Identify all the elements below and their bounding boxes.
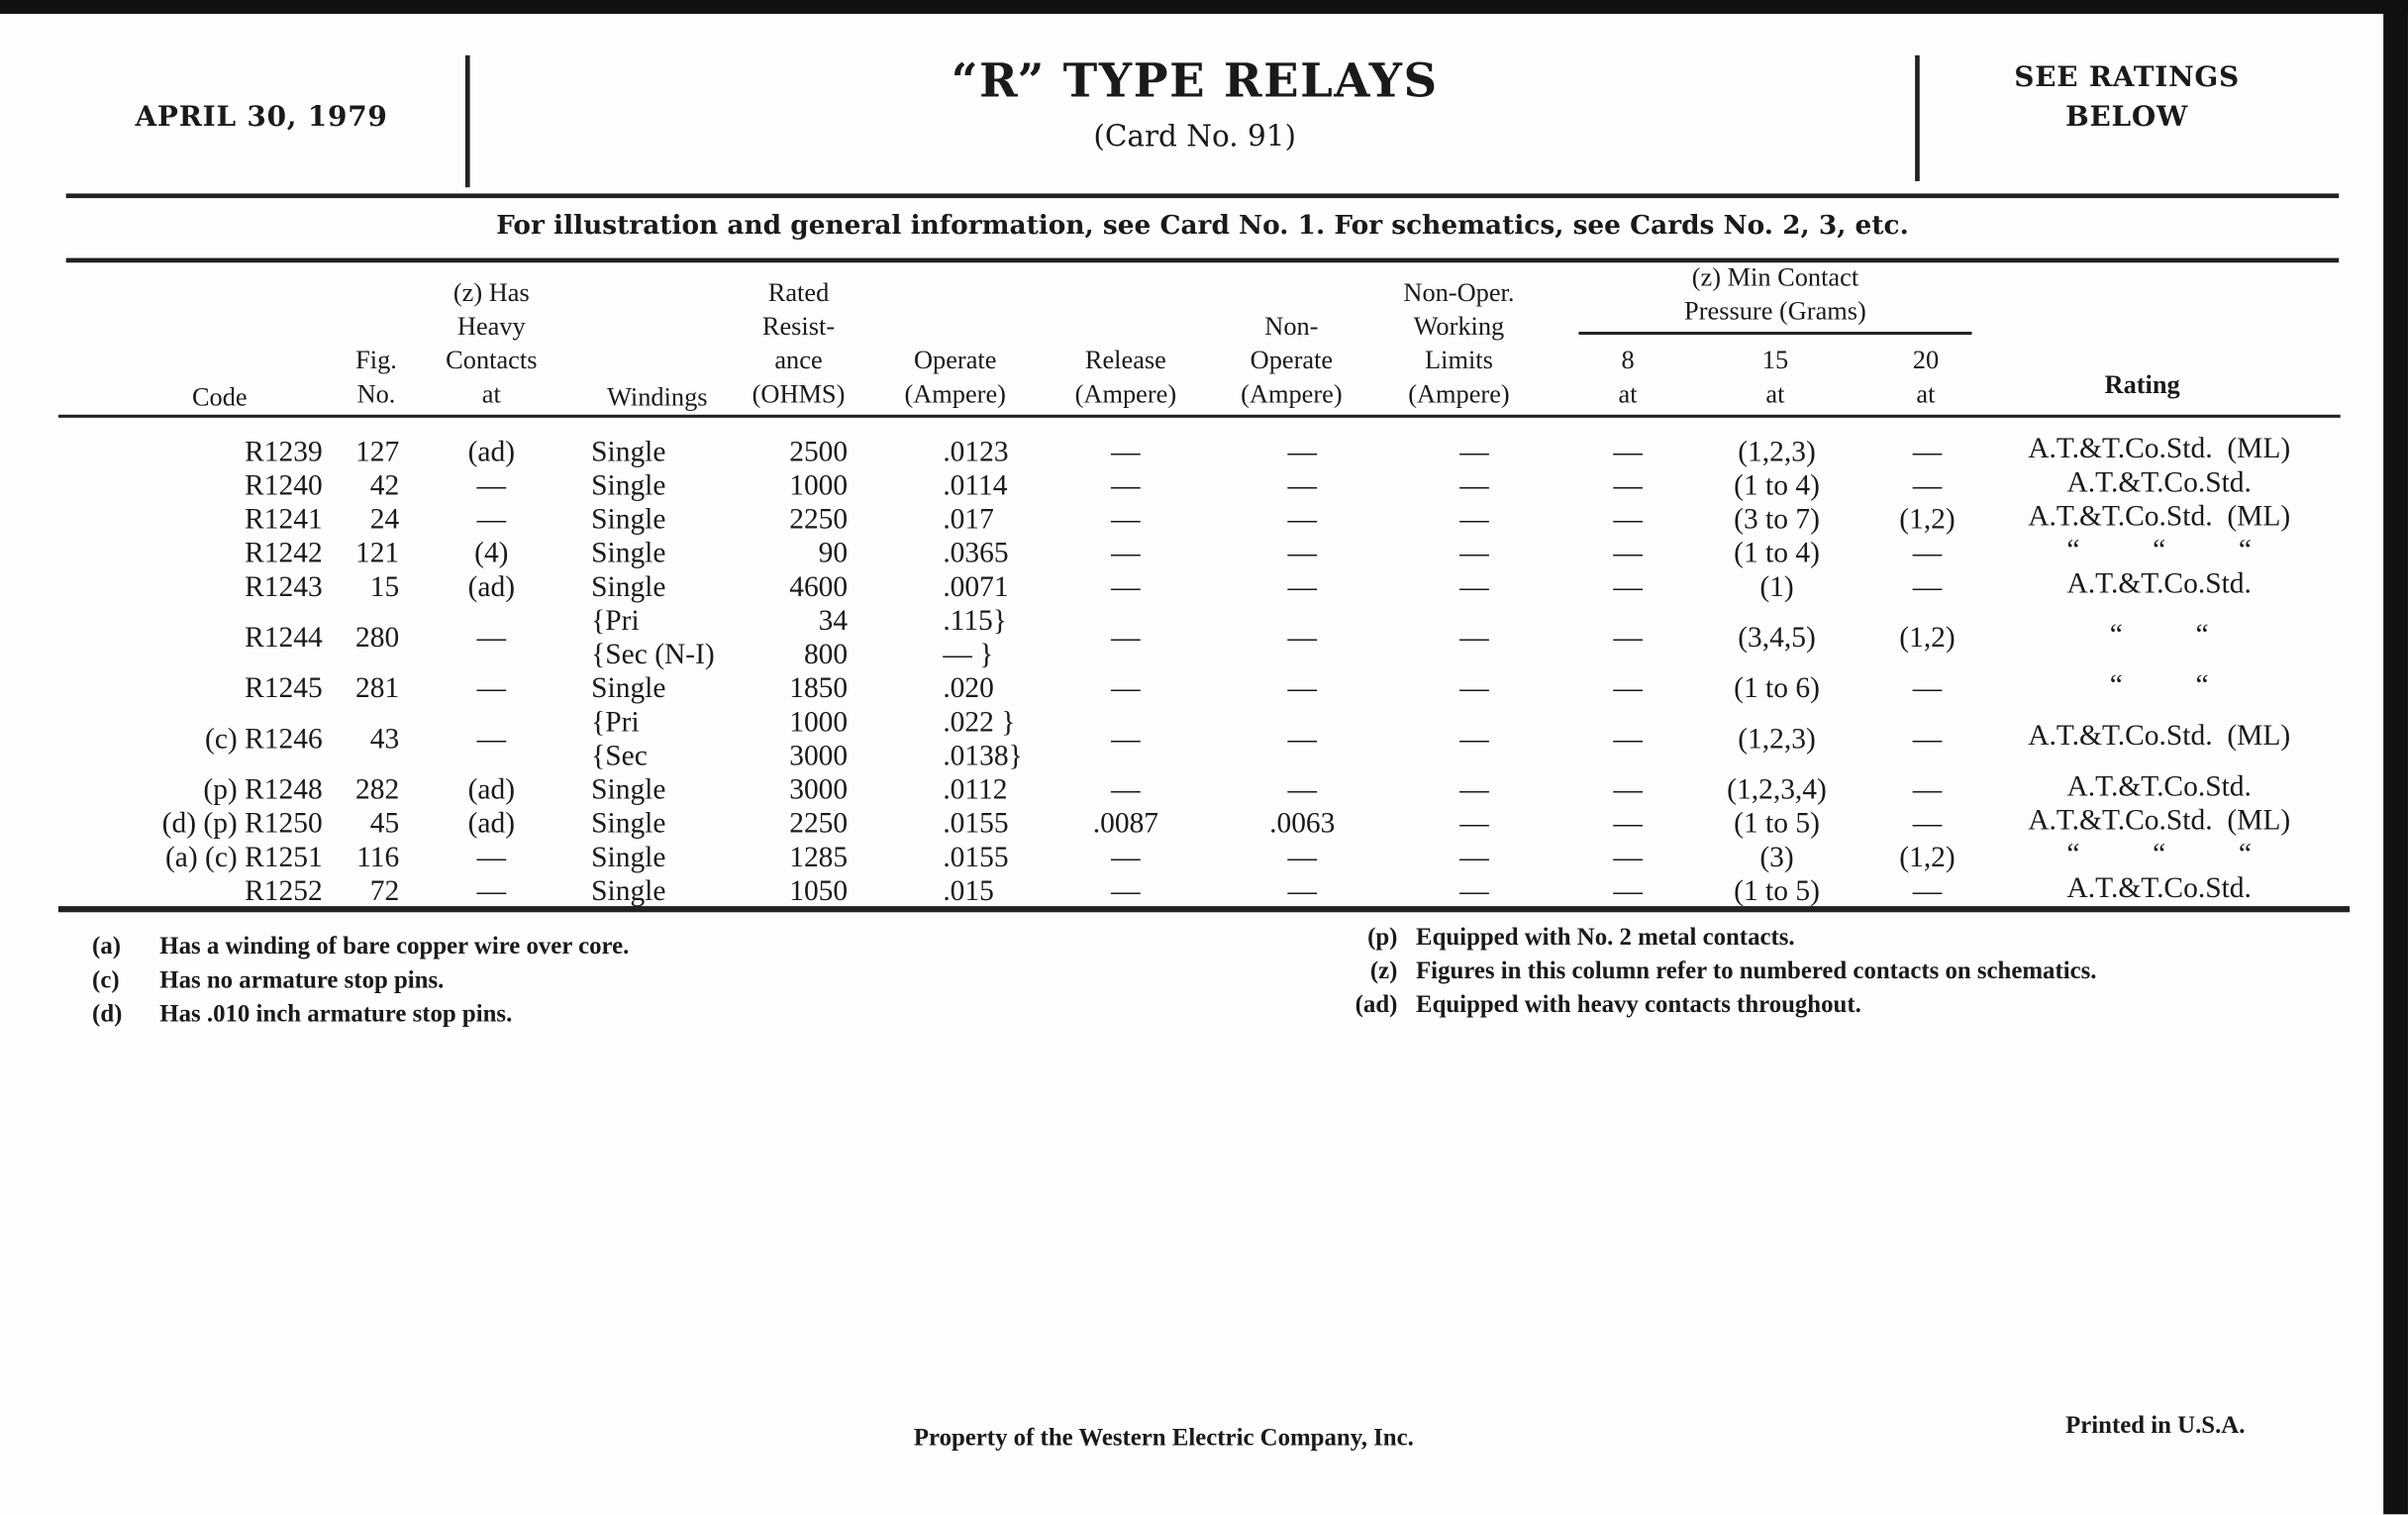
- operate-current: .0138}: [943, 740, 1023, 773]
- column-header-pressure_group: Pressure (Grams): [1684, 296, 1866, 326]
- heavy-contacts: (4): [474, 537, 509, 570]
- rating: A.T.&T.Co.Std.: [2066, 466, 2252, 500]
- working-limits: —: [1459, 807, 1489, 841]
- operate-current: .115}: [943, 605, 1007, 638]
- release-current: .0087: [1092, 807, 1159, 841]
- pressure-15g: (3,4,5): [1738, 622, 1816, 655]
- divider: [465, 55, 470, 187]
- pressure-8g: —: [1613, 773, 1643, 807]
- working-limits: —: [1459, 723, 1489, 757]
- pressure-20g: —: [1912, 875, 1943, 908]
- pressure-8g: —: [1613, 469, 1643, 503]
- pressure-15g: (3 to 7): [1734, 503, 1820, 537]
- rule: [66, 193, 2339, 198]
- column-header-p8: at: [1618, 379, 1638, 409]
- pressure-20g: —: [1912, 773, 1943, 807]
- pressure-8g: —: [1613, 436, 1643, 469]
- column-header-code: Code: [191, 382, 248, 412]
- divider: [1915, 55, 1920, 181]
- heavy-contacts: —: [476, 841, 507, 874]
- column-header-heavy: at: [481, 379, 501, 409]
- rating: A.T.&T.Co.Std. (ML): [2028, 500, 2291, 534]
- resistance: 2500: [789, 436, 849, 469]
- non-operate-current: —: [1287, 469, 1317, 503]
- release-current: —: [1111, 469, 1141, 503]
- figure-number: 281: [355, 672, 400, 705]
- release-current: —: [1111, 503, 1141, 537]
- pressure-8g: —: [1613, 723, 1643, 757]
- footnote-key: (c): [92, 967, 120, 994]
- working-limits: —: [1459, 841, 1489, 874]
- heavy-contacts: —: [476, 723, 507, 757]
- resistance: 4600: [789, 570, 849, 604]
- footnote-text: Has .010 inch armature stop pins.: [159, 1001, 513, 1028]
- figure-number: 72: [369, 875, 400, 908]
- ratings-note: BELOW: [2065, 101, 2189, 134]
- operate-current: — }: [943, 639, 994, 671]
- column-header-fig: Fig.: [355, 345, 397, 375]
- column-header-heavy: Heavy: [456, 311, 526, 342]
- scan-border-right: [2383, 0, 2408, 1514]
- windings: Single: [591, 773, 666, 807]
- windings: Single: [591, 875, 666, 908]
- ratings-note: SEE RATINGS: [2014, 61, 2240, 94]
- pressure-15g: (1,2,3): [1738, 436, 1816, 469]
- figure-number: 127: [355, 436, 400, 469]
- figure-number: 282: [355, 773, 400, 807]
- pressure-15g: (1 to 4): [1734, 469, 1820, 503]
- card-subtitle: (Card No. 91): [1093, 119, 1297, 154]
- operate-current: .0071: [943, 570, 1009, 604]
- operate-current: .017: [943, 503, 994, 537]
- pressure-20g: —: [1912, 570, 1943, 604]
- release-current: —: [1111, 672, 1141, 705]
- windings: Single: [591, 537, 666, 570]
- figure-number: 121: [355, 537, 400, 570]
- rating: “ “ “: [2066, 534, 2253, 567]
- windings: {Sec: [591, 740, 648, 773]
- non-operate-current: —: [1287, 570, 1317, 604]
- figure-number: 43: [369, 723, 400, 757]
- pressure-15g: (1,2,3,4): [1727, 773, 1827, 807]
- footnote-key: (d): [92, 1001, 123, 1028]
- column-header-release: Release: [1084, 345, 1166, 375]
- non-operate-current: —: [1287, 841, 1317, 874]
- rating: “ “: [2109, 669, 2209, 702]
- release-current: —: [1111, 841, 1141, 874]
- column-header-windings: Windings: [607, 382, 708, 412]
- operate-current: .020: [943, 672, 994, 705]
- non-operate-current: —: [1287, 436, 1317, 469]
- column-header-resistance: (OHMS): [752, 379, 846, 409]
- relay-code: R1242: [245, 537, 323, 570]
- column-header-release: (Ampere): [1074, 379, 1177, 409]
- windings: Single: [591, 672, 666, 705]
- heavy-contacts: —: [476, 469, 507, 503]
- pressure-8g: —: [1613, 622, 1643, 655]
- resistance: 3000: [789, 773, 849, 807]
- relay-code: R1241: [245, 503, 323, 537]
- ownership-note: Property of the Western Electric Company, Inc.: [913, 1425, 1414, 1452]
- heavy-contacts: —: [476, 875, 507, 908]
- heavy-contacts: (ad): [467, 436, 516, 469]
- column-header-rating: Rating: [2104, 369, 2180, 400]
- pressure-15g: (1 to 5): [1734, 875, 1820, 908]
- column-header-nonoperate: Non-: [1264, 311, 1319, 342]
- card-date: APRIL 30, 1979: [135, 101, 388, 134]
- column-header-nonoperate: (Ampere): [1241, 379, 1343, 409]
- column-header-resistance: Rated: [767, 277, 830, 308]
- windings: {Pri: [591, 605, 640, 638]
- resistance: 1000: [789, 469, 849, 503]
- relay-code: R1245: [245, 672, 323, 705]
- column-header-heavy: Contacts: [446, 345, 538, 375]
- operate-current: .015: [943, 875, 994, 908]
- heavy-contacts: —: [476, 503, 507, 537]
- footnote-text: Has a winding of bare copper wire over core.: [159, 934, 630, 960]
- relay-code: R1244: [245, 622, 323, 655]
- column-header-working: Working: [1413, 311, 1505, 342]
- pressure-8g: —: [1613, 672, 1643, 705]
- relay-code: R1243: [245, 570, 323, 604]
- resistance: 2250: [789, 503, 849, 537]
- column-header-nonoperate: Operate: [1250, 345, 1334, 375]
- pressure-15g: (1): [1759, 570, 1794, 604]
- release-current: —: [1111, 622, 1141, 655]
- operate-current: .0123: [943, 436, 1009, 469]
- pressure-8g: —: [1613, 537, 1643, 570]
- column-header-working: Non-Oper.: [1403, 277, 1515, 308]
- footnote-key: (a): [92, 934, 121, 960]
- footnote-text: Figures in this column refer to numbered contacts on schematics.: [1416, 958, 2097, 985]
- printed-note: Printed in U.S.A.: [2065, 1412, 2246, 1440]
- rating: “ “ “: [2066, 838, 2253, 871]
- pressure-8g: —: [1613, 503, 1643, 537]
- non-operate-current: —: [1287, 622, 1317, 655]
- column-header-operate: (Ampere): [904, 379, 1006, 409]
- pressure-20g: —: [1912, 723, 1943, 757]
- column-header-working: Limits: [1425, 345, 1493, 375]
- column-header-working: (Ampere): [1408, 379, 1510, 409]
- footnote-key: (z): [1369, 958, 1398, 985]
- working-limits: —: [1459, 469, 1489, 503]
- figure-number: 116: [356, 841, 400, 874]
- card-title: “R” TYPE RELAYS: [951, 54, 1439, 110]
- column-header-p8: 8: [1621, 345, 1635, 375]
- resistance: 1050: [789, 875, 849, 908]
- resistance: 34: [818, 605, 849, 638]
- relay-code: R1240: [245, 469, 323, 503]
- figure-number: 45: [369, 807, 400, 841]
- pressure-15g: (1 to 5): [1734, 807, 1820, 841]
- figure-number: 24: [369, 503, 400, 537]
- relay-code: R1239: [245, 436, 323, 469]
- release-current: —: [1111, 436, 1141, 469]
- non-operate-current: —: [1287, 723, 1317, 757]
- rating: A.T.&T.Co.Std.: [2066, 567, 2252, 601]
- windings: Single: [591, 570, 666, 604]
- pressure-20g: —: [1912, 672, 1943, 705]
- working-limits: —: [1459, 537, 1489, 570]
- relay-code: (d) (p) R1250: [161, 807, 323, 841]
- rating: A.T.&T.Co.Std. (ML): [2028, 433, 2291, 465]
- rating: A.T.&T.Co.Std. (ML): [2028, 720, 2291, 753]
- operate-current: .0155: [943, 807, 1009, 841]
- footnote-text: Has no armature stop pins.: [159, 967, 445, 994]
- pressure-20g: (1,2): [1899, 841, 1956, 874]
- non-operate-current: —: [1287, 503, 1317, 537]
- non-operate-current: —: [1287, 773, 1317, 807]
- operate-current: .022 }: [943, 706, 1016, 740]
- windings: Single: [591, 807, 666, 841]
- pressure-20g: —: [1912, 537, 1943, 570]
- release-current: —: [1111, 723, 1141, 757]
- pressure-8g: —: [1613, 841, 1643, 874]
- working-limits: —: [1459, 570, 1489, 604]
- heavy-contacts: (ad): [467, 570, 516, 604]
- pressure-8g: —: [1613, 807, 1643, 841]
- resistance: 1850: [789, 672, 849, 705]
- resistance: 90: [818, 537, 849, 570]
- pressure-20g: (1,2): [1899, 622, 1956, 655]
- rating: “ “: [2109, 619, 2209, 652]
- rating: A.T.&T.Co.Std.: [2066, 871, 2252, 905]
- figure-number: 15: [369, 570, 400, 604]
- pressure-20g: (1,2): [1899, 503, 1956, 537]
- working-limits: —: [1459, 622, 1489, 655]
- pressure-20g: —: [1912, 469, 1943, 503]
- release-current: —: [1111, 773, 1141, 807]
- figure-number: 42: [369, 469, 400, 503]
- heavy-contacts: (ad): [467, 773, 516, 807]
- column-header-p20: 20: [1912, 345, 1940, 375]
- column-header-pressure_group: (z) Min Contact: [1691, 262, 1859, 292]
- non-operate-current: —: [1287, 537, 1317, 570]
- relay-code: (p) R1248: [203, 773, 323, 807]
- pressure-8g: —: [1613, 875, 1643, 908]
- intro-text: For illustration and general information, see Card No. 1. For schematics, see Cards No. 2, 3, etc.: [496, 210, 1909, 242]
- relay-code: R1252: [245, 875, 323, 908]
- operate-current: .0365: [943, 537, 1009, 570]
- working-limits: —: [1459, 875, 1489, 908]
- working-limits: —: [1459, 503, 1489, 537]
- rating: A.T.&T.Co.Std. (ML): [2028, 804, 2291, 838]
- footnote-key: (p): [1367, 924, 1398, 952]
- windings: Single: [591, 469, 666, 503]
- working-limits: —: [1459, 773, 1489, 807]
- non-operate-current: .0063: [1269, 807, 1336, 841]
- windings: Single: [591, 436, 666, 469]
- windings: {Sec (N-I): [591, 639, 715, 671]
- release-current: —: [1111, 537, 1141, 570]
- column-header-p15: 15: [1761, 345, 1789, 375]
- relay-code: (c) R1246: [205, 723, 323, 757]
- release-current: —: [1111, 875, 1141, 908]
- table-bottom-rule: [58, 906, 2350, 912]
- working-limits: —: [1459, 672, 1489, 705]
- column-header-p20: at: [1916, 379, 1936, 409]
- column-header-resistance: Resist-: [761, 311, 836, 342]
- resistance: 3000: [789, 740, 849, 773]
- operate-current: .0114: [943, 469, 1008, 503]
- column-header-operate: Operate: [913, 345, 997, 375]
- operate-current: .0155: [943, 841, 1009, 874]
- pressure-8g: —: [1613, 570, 1643, 604]
- footnote-text: Equipped with No. 2 metal contacts.: [1416, 924, 1795, 952]
- column-header-resistance: ance: [774, 345, 823, 375]
- resistance: 2250: [789, 807, 849, 841]
- windings: {Pri: [591, 706, 640, 740]
- column-header-heavy: (z) Has: [452, 277, 530, 308]
- scan-border-top: [0, 0, 2408, 14]
- pressure-group-rule: [1578, 332, 1971, 335]
- header-rule: [58, 415, 2341, 418]
- pressure-15g: (1 to 4): [1734, 537, 1820, 570]
- relay-code: (a) (c) R1251: [164, 841, 323, 874]
- footnote-text: Equipped with heavy contacts throughout.: [1416, 991, 1861, 1019]
- non-operate-current: —: [1287, 672, 1317, 705]
- release-current: —: [1111, 570, 1141, 604]
- pressure-15g: (3): [1759, 841, 1794, 874]
- non-operate-current: —: [1287, 875, 1317, 908]
- column-header-fig: No.: [356, 379, 396, 409]
- figure-number: 280: [355, 622, 400, 655]
- resistance: 1285: [789, 841, 849, 874]
- pressure-20g: —: [1912, 807, 1943, 841]
- windings: Single: [591, 503, 666, 537]
- rule: [66, 258, 2339, 263]
- working-limits: —: [1459, 436, 1489, 469]
- operate-current: .0112: [943, 773, 1008, 807]
- resistance: 1000: [789, 706, 849, 740]
- rating: A.T.&T.Co.Std.: [2066, 770, 2252, 804]
- pressure-15g: (1,2,3): [1738, 723, 1816, 757]
- pressure-20g: —: [1912, 436, 1943, 469]
- heavy-contacts: (ad): [467, 807, 516, 841]
- heavy-contacts: —: [476, 672, 507, 705]
- column-header-p15: at: [1765, 379, 1785, 409]
- windings: Single: [591, 841, 666, 874]
- footnote-key: (ad): [1354, 991, 1398, 1019]
- pressure-15g: (1 to 6): [1734, 672, 1820, 705]
- resistance: 800: [803, 639, 849, 671]
- heavy-contacts: —: [476, 622, 507, 655]
